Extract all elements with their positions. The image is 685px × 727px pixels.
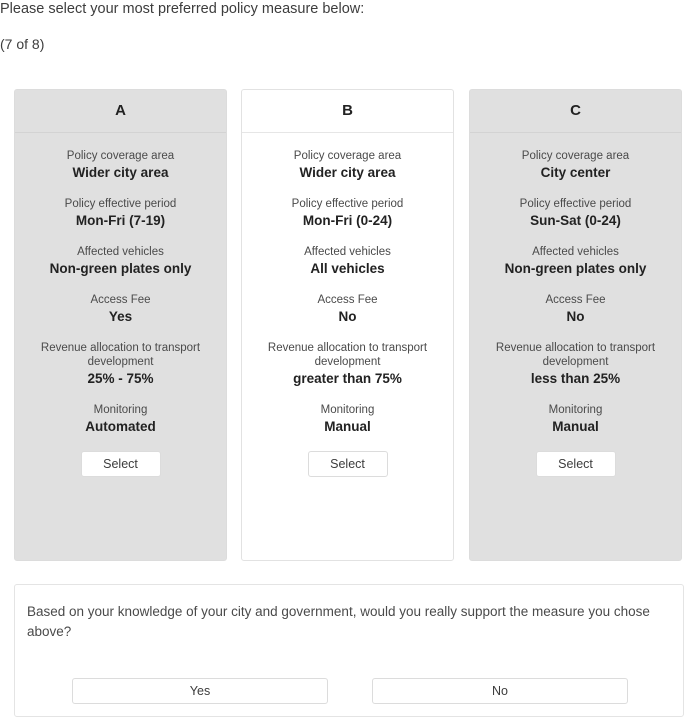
attribute-coverage-label: Policy coverage area: [521, 150, 630, 162]
attribute-period-value: Mon-Fri (7-19): [75, 213, 166, 228]
select-wrap-b: [252, 451, 443, 477]
attribute-fee: [25, 293, 216, 325]
attribute-coverage-value: City center: [540, 165, 611, 180]
attribute-vehicles-label: Affected vehicles: [77, 246, 164, 258]
attribute-monitoring: [252, 403, 443, 435]
policy-card-b-title: B: [242, 90, 453, 133]
attribute-period-label: Policy effective period: [519, 198, 632, 210]
answer-yes-button[interactable]: Yes: [72, 678, 328, 704]
attribute-fee-value: No: [566, 309, 585, 324]
policy-option-cards: [14, 89, 684, 563]
attribute-revenue-label: Revenue allocation to transport development: [495, 342, 656, 368]
attribute-vehicles-label: Affected vehicles: [304, 246, 391, 258]
attribute-fee-label: Access Fee: [317, 294, 378, 306]
attribute-revenue-label: Revenue allocation to transport development: [40, 342, 201, 368]
attribute-fee: [480, 293, 671, 325]
select-button-b[interactable]: Select: [308, 451, 388, 477]
attribute-revenue-value: 25% - 75%: [87, 371, 154, 386]
attribute-coverage-value: Wider city area: [72, 165, 169, 180]
page-title: Please select your most preferred policy measure below:: [0, 1, 365, 17]
attribute-period: [25, 197, 216, 229]
followup-question-text: Based on your knowledge of your city and government, would you really support the measure you chose above?: [27, 604, 650, 639]
attribute-coverage: [252, 149, 443, 181]
attribute-monitoring-value: Manual: [552, 419, 599, 434]
select-wrap-c: [480, 451, 671, 477]
attribute-monitoring: [480, 403, 671, 435]
policy-card-b-body: [242, 133, 453, 477]
policy-card-a-title: A: [15, 90, 226, 133]
attribute-monitoring-label: Monitoring: [93, 404, 148, 416]
attribute-coverage: [480, 149, 671, 181]
attribute-vehicles: [252, 245, 443, 277]
attribute-revenue: [252, 341, 443, 387]
attribute-fee-label: Access Fee: [545, 294, 606, 306]
policy-card-c-title: C: [470, 90, 681, 133]
select-wrap-a: [25, 451, 216, 477]
attribute-coverage-label: Policy coverage area: [293, 150, 402, 162]
followup-answer-row: [15, 678, 683, 704]
answer-no-button[interactable]: No: [372, 678, 628, 704]
attribute-monitoring-value: Manual: [324, 419, 371, 434]
attribute-fee-label: Access Fee: [90, 294, 151, 306]
attribute-monitoring-value: Automated: [85, 419, 156, 434]
attribute-vehicles-value: Non-green plates only: [504, 261, 647, 276]
attribute-fee-value: Yes: [108, 309, 133, 324]
attribute-period-label: Policy effective period: [64, 198, 177, 210]
attribute-vehicles-value: Non-green plates only: [49, 261, 192, 276]
attribute-period: [480, 197, 671, 229]
attribute-vehicles-label: Affected vehicles: [532, 246, 619, 258]
attribute-revenue: [25, 341, 216, 387]
policy-card-c-body: [470, 133, 681, 477]
policy-card-c[interactable]: [469, 89, 682, 561]
attribute-revenue-value: greater than 75%: [293, 371, 402, 386]
attribute-period-value: Mon-Fri (0-24): [302, 213, 393, 228]
attribute-coverage-label: Policy coverage area: [66, 150, 175, 162]
attribute-coverage-value: Wider city area: [299, 165, 396, 180]
select-button-a[interactable]: Select: [81, 451, 161, 477]
attribute-vehicles: [480, 245, 671, 277]
attribute-fee: [252, 293, 443, 325]
attribute-revenue: [480, 341, 671, 387]
attribute-monitoring: [25, 403, 216, 435]
attribute-monitoring-label: Monitoring: [320, 404, 375, 416]
policy-card-b[interactable]: [241, 89, 454, 561]
attribute-revenue-label: Revenue allocation to transport development: [267, 342, 428, 368]
progress-indicator: (7 of 8): [0, 36, 45, 52]
attribute-period: [252, 197, 443, 229]
select-button-c[interactable]: Select: [536, 451, 616, 477]
attribute-fee-value: No: [338, 309, 357, 324]
attribute-coverage: [25, 149, 216, 181]
attribute-vehicles-value: All vehicles: [310, 261, 385, 276]
attribute-monitoring-label: Monitoring: [548, 404, 603, 416]
attribute-vehicles: [25, 245, 216, 277]
attribute-period-value: Sun-Sat (0-24): [530, 213, 621, 228]
attribute-period-label: Policy effective period: [291, 198, 404, 210]
policy-card-a-body: [15, 133, 226, 477]
policy-card-a[interactable]: [14, 89, 227, 561]
followup-question-panel: [14, 584, 684, 717]
attribute-revenue-value: less than 25%: [530, 371, 621, 386]
